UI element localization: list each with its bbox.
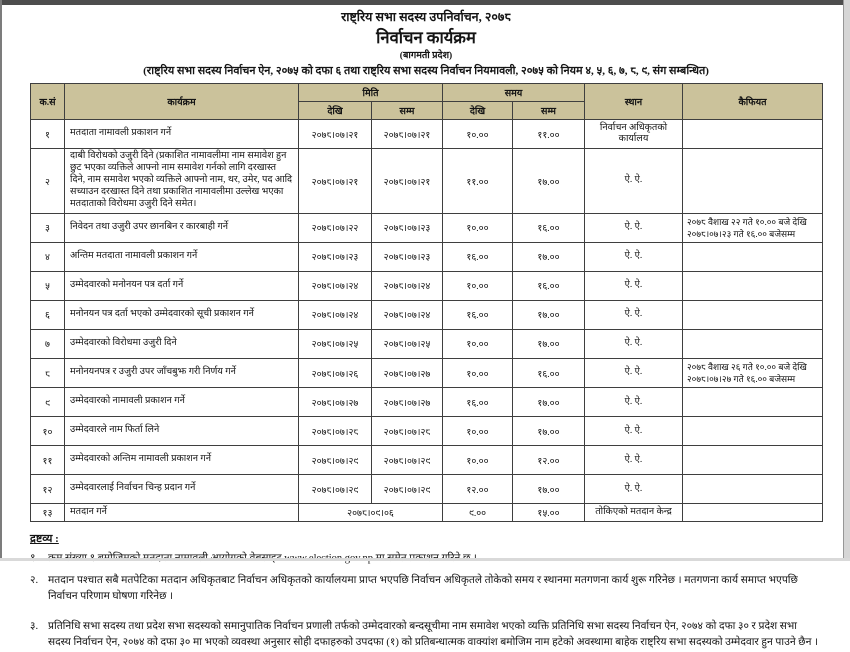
row-time-to: ११.०० [513,120,585,149]
row-time-from: १६.०० [443,242,513,271]
table-row [31,120,823,149]
row-date-from: २०७८।०७।२९ [299,475,372,504]
row-time-from: ९.०० [443,504,513,522]
row-time-from: १०.०० [443,417,513,446]
row-date-from: २०७८।०७।२२ [299,213,372,242]
row-activity: दाबी विरोधको उजुरी दिने (प्रकाशित नामावलीमा नाम समावेश हुन छुट भएका व्यक्तिले आफ्नो नाम समावेश गर्नको लागि दरखास्त दिने, नाम समावेश भएको व्यक्तिले आफ्नो नाम, थर, उमेर, पद आदि सच्याउन दरखास्त दिने तथा प्रकाशित नामावलीमा उल्लेख भएका मतदाताको विरोधमा उजुरी दिने समेत। [65,149,299,213]
row-sn: ३ [31,213,65,242]
row-remarks [683,446,823,475]
note-text: प्रतिनिधि सभा सदस्य तथा प्रदेश सभा सदस्यको समानुपातिक निर्वाचन प्रणाली तर्फको उम्मेदवारको बन्दसूचीमा नाम समावेश भएको व्यक्ति प्रतिनिधि सभा सदस्य निर्वाचन ऐन, २०७४ को दफा ३० र प्रदेश सभा सदस्य निर्वाचन ऐन, २०७४ को दफा ३० मा भएको व्यवस्था अनुसार सोही दफाहरुको उपदफा (१) को प्रतिबन्धात्मक वाक्यांश बमोजिम नाम हटेको अवस्थामा बाहेक राष्ट्रिय सभा सदस्यको उम्मेदवार हुन पाउने छैन । [48,621,819,649]
row-place: ऐ. ऐ. [585,475,683,504]
table-row [31,417,823,446]
table-row [31,358,823,387]
row-place: ऐ. ऐ. [585,358,683,387]
row-time-to: १६.०० [513,213,585,242]
row-remarks [683,504,823,522]
notes-heading: द्रष्टव्य : [30,533,59,546]
table-row [31,149,823,213]
province-label: (बागमती प्रदेश) [399,50,453,61]
row-place: ऐ. ऐ. [585,271,683,300]
row-date-to: २०७८।०७।२९ [372,475,443,504]
document-subtitle: निर्वाचन कार्यक्रम [376,28,476,48]
note-item-2 [30,573,822,606]
row-date-from: २०७८।०७।२५ [299,329,372,358]
document-header [30,9,822,78]
table-row [31,213,823,242]
window-left-edge [0,0,2,561]
row-place: ऐ. ऐ. [585,388,683,417]
table-row [31,329,823,358]
note-item-3 [30,619,822,652]
window-bottom-edge [0,558,850,561]
row-sn: १३ [31,504,65,522]
row-date-to: २०७८।०७।२७ [372,358,443,387]
row-sn: ७ [31,329,65,358]
row-sn: १ [31,120,65,149]
document-body [0,5,843,649]
table-row [31,504,823,522]
row-place: ऐ. ऐ. [585,417,683,446]
table-header [31,84,823,120]
row-date-from: २०७८।०७।२३ [299,242,372,271]
notes-section [30,531,822,651]
row-remarks [683,300,823,329]
note-number: २. [30,574,39,586]
table-row [31,271,823,300]
row-time-to: १७.०० [513,388,585,417]
row-date-from: २०७८।०७।२४ [299,271,372,300]
schedule-table-body [31,120,823,522]
table-row [31,446,823,475]
row-date-to: २०७८।०७।२३ [372,213,443,242]
row-place: ऐ. ऐ. [585,446,683,475]
row-time-to: १६.०० [513,358,585,387]
row-place: तोकिएको मतदान केन्द्र [585,504,683,522]
row-time-to: १७.०० [513,300,585,329]
row-time-to: १६.०० [513,271,585,300]
note-text: मतदान पश्चात सबै मतपेटिका मतदान अधिकृतबाट निर्वाचन अधिकृतको कार्यालयमा प्राप्त भएपछि निर्वाचन अधिकृतले तोकेको समय र स्थानमा मतगणना कार्य शुरू गरिनेछ । मतगणना कार्य समाप्त भएपछि निर्वाचन परिणाम घोषणा गरिनेछ । [48,574,798,602]
note-number: ३. [30,621,39,633]
row-time-to: १७.०० [513,329,585,358]
row-remarks [683,475,823,504]
legal-reference-line: (राष्ट्रिय सभा सदस्य निर्वाचन ऐन, २०७५ को दफा ६ तथा राष्ट्रिय सभा सदस्य निर्वाचन नियमावली, २०७५ को नियम ४, ५, ६, ७, ८, ९, संग सम्बन्धित) [143,65,709,78]
row-date-to: २०७८।०७।२१ [372,120,443,149]
col-header-time-from: देखि [443,102,513,120]
window-top-edge [0,0,850,5]
row-remarks [683,329,823,358]
row-activity: उम्मेदवारको अन्तिम नामावली प्रकाशन गर्ने [65,446,299,475]
row-date-from: २०७८।०७।२६ [299,358,372,387]
row-date-from: २०७८।०७।२१ [299,149,372,213]
row-place: ऐ. ऐ. [585,213,683,242]
row-activity: उम्मेदवारको नामावली प्रकाशन गर्ने [65,388,299,417]
row-date-to: २०७८।०७।२१ [372,149,443,213]
row-date-to: २०७८।०७।२९ [372,446,443,475]
row-date-from: २०७८।०७।२८ [299,417,372,446]
row-activity: मनोनयनपत्र र उजुरी उपर जाँचबुझ गरी निर्णय गर्ने [65,358,299,387]
row-time-to: १७.०० [513,242,585,271]
row-activity: निवेदन तथा उजुरी उपर छानबिन र कारबाही गर्ने [65,213,299,242]
row-time-to: १२.०० [513,446,585,475]
table-row [31,242,823,271]
col-header-date-from: देखि [299,102,372,120]
row-remarks [683,417,823,446]
table-row [31,475,823,504]
row-date-to: २०७८।०७।२३ [372,242,443,271]
col-header-sn: क.सं [31,84,65,120]
row-place: ऐ. ऐ. [585,242,683,271]
row-remarks: २०७८ वैशाख २२ गते १०.०० बजे देखि २०७८।०७।२३ गते १६.०० बजेसम्म [683,213,823,242]
row-sn: १२ [31,475,65,504]
row-time-from: १०.०० [443,329,513,358]
window-right-edge [843,0,850,561]
row-time-from: १०.०० [443,120,513,149]
election-schedule-table [30,83,823,522]
row-time-from: १६.०० [443,388,513,417]
row-remarks: २०७८ वैशाख २६ गते १०.०० बजे देखि २०७८।०७।२७ गते १६.०० बजेसम्म [683,358,823,387]
row-remarks [683,242,823,271]
row-activity: मतदाता नामावली प्रकाशन गर्ने [65,120,299,149]
row-time-from: १२.०० [443,475,513,504]
row-remarks [683,388,823,417]
row-activity: उम्मेदवारले नाम फिर्ता लिने [65,417,299,446]
row-date-from: २०७८।०७।२१ [299,120,372,149]
row-activity: उम्मेदवारको विरोधमा उजुरी दिने [65,329,299,358]
col-header-time: समय [443,84,585,102]
row-time-to: १७.०० [513,475,585,504]
row-sn: ६ [31,300,65,329]
row-place: ऐ. ऐ. [585,300,683,329]
table-row [31,388,823,417]
table-row [31,300,823,329]
row-activity: मनोनयन पत्र दर्ता भएको उम्मेदवारको सूची प्रकाशन गर्ने [65,300,299,329]
row-place: निर्वाचन अधिकृतको कार्यालय [585,120,683,149]
row-date-to: २०७८।०७।२५ [372,329,443,358]
row-time-from: १०.०० [443,358,513,387]
col-header-date-to: सम्म [372,102,443,120]
row-activity: अन्तिम मतदाता नामावली प्रकाशन गर्ने [65,242,299,271]
row-date-from: २०७८।०७।२४ [299,300,372,329]
row-date-from: २०७८।०७।२७ [299,388,372,417]
row-sn: ५ [31,271,65,300]
row-sn: ४ [31,242,65,271]
row-time-from: १०.०० [443,271,513,300]
row-time-to: १७.०० [513,417,585,446]
row-date-to: २०७८।०७।२४ [372,300,443,329]
row-remarks [683,120,823,149]
row-activity: उम्मेदवारलाई निर्वाचन चिन्ह प्रदान गर्ने [65,475,299,504]
row-sn: १० [31,417,65,446]
col-header-place: स्थान [585,84,683,120]
row-time-from: ११.०० [443,149,513,213]
col-header-activity: कार्यक्रम [65,84,299,120]
row-time-from: १०.०० [443,446,513,475]
row-date-to: २०७८।०७।२४ [372,271,443,300]
document-title: राष्ट्रिय सभा सदस्य उपनिर्वाचन, २०७८ [341,10,511,24]
row-date-from: २०७८।०७।२९ [299,446,372,475]
row-activity: उम्मेदवारको मनोनयन पत्र दर्ता गर्ने [65,271,299,300]
row-place: ऐ. ऐ. [585,329,683,358]
row-time-from: १६.०० [443,300,513,329]
col-header-date: मिति [299,84,443,102]
row-sn: २ [31,149,65,213]
row-sn: ८ [31,358,65,387]
row-time-to: १७.०० [513,149,585,213]
row-sn: ९ [31,388,65,417]
row-activity: मतदान गर्ने [65,504,299,522]
row-date-to: २०७८।०७।२७ [372,388,443,417]
row-remarks [683,271,823,300]
row-time-to: १५.०० [513,504,585,522]
row-time-from: १०.०० [443,213,513,242]
col-header-time-to: सम्म [513,102,585,120]
row-place: ऐ. ऐ. [585,149,683,213]
row-date-to: २०७८।०७।२८ [372,417,443,446]
row-remarks [683,149,823,213]
row-date-span: २०७८।०९।०६ [299,504,443,522]
row-sn: ११ [31,446,65,475]
col-header-remarks: कैफियत [683,84,823,120]
